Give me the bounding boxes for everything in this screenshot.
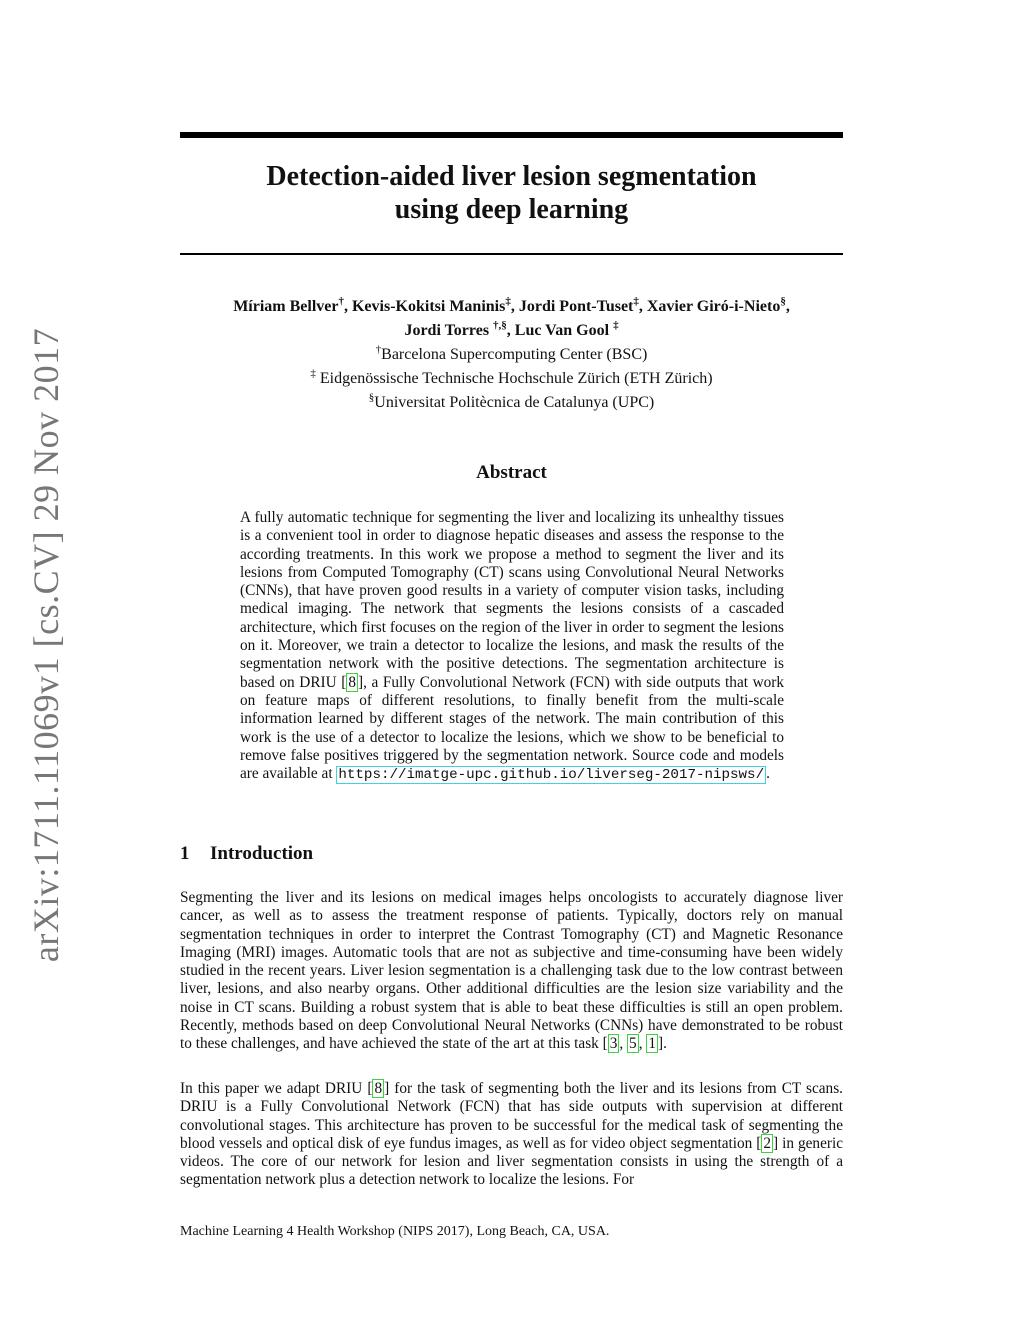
- author-name: Jordi Torres: [404, 322, 494, 339]
- title-line-2: using deep learning: [394, 194, 629, 225]
- affiliation-mark: ‡: [633, 295, 639, 308]
- citation-link[interactable]: 8: [348, 673, 356, 691]
- author-names-line-1: Míriam Bellver†, Kevis-Kokitsi Maninis‡, Jordi Pont-Tuset‡, Xavier Giró-i-Nieto§,: [233, 295, 790, 315]
- author-block: [180, 295, 843, 415]
- paper-title: [180, 160, 843, 226]
- title-top-rule: [180, 132, 843, 138]
- affiliation-mark: †,§: [493, 319, 507, 332]
- author-name: Xavier Giró-i-Nieto: [646, 298, 781, 315]
- citation-link[interactable]: 5: [629, 1035, 637, 1053]
- intro-paragraph-1: Segmenting the liver and its lesions on medical images helps oncologists to accurately diagnose liver cancer, as well as to assess the treatment response of patients. Typically, doctors rely on manual segmentation techniques in order to interpret the Contrast Tomography (CT) and Magnetic Resonance Imaging (MRI) images. Automatic tools that are not as subjective and time-consuming have been widely studied in the recent years. Liver lesion segmentation is a challenging task due to the low contrast between liver, lesions, and also nearby organs. Other additional difficulties are the lesion size variability and the noise in CT scans. Building a robust system that is able to beat these difficulties is still an open problem. Recently, methods based on deep Convolutional Neural Networks (CNNs) have demonstrated to be robust to these challenges, and have achieved the state of the art at this task [ 3 , 5 , 1 ].: [180, 889, 843, 1053]
- author-name: Kevis-Kokitsi Maninis: [351, 298, 506, 315]
- venue-footnote: Machine Learning 4 Health Workshop (NIPS 2017), Long Beach, CA, USA.: [180, 1224, 610, 1239]
- affiliation-bsc: †Barcelona Supercomputing Center (BSC): [375, 343, 648, 363]
- affiliation-mark: ‡: [613, 319, 619, 332]
- affiliation-mark: §: [780, 295, 786, 308]
- citation-link[interactable]: 3: [609, 1035, 618, 1053]
- arxiv-id: arXiv:1711.11069v1 [cs.CV] 29 Nov 2017: [26, 327, 66, 963]
- author-name: Míriam Bellver: [233, 298, 339, 315]
- author-name: Jordi Pont-Tuset: [518, 298, 634, 315]
- abstract-heading: Abstract: [476, 462, 547, 483]
- intro-paragraph-2: In this paper we adapt DRIU [ 8 ] for the task of segmenting both the liver and its lesions from CT scans. DRIU is a Fully Convolutional Network (FCN) that has side outputs with supervision at different convolutional stages. This architecture has proven to be successful for the medical task of segmenting the blood vessels and optical disk of eye fundus images, as well as for video object segmentation [ 2 ] in generic videos. The core of our network for lesion and liver segmentation consists in using the strength of a segmentation network plus a detection network to localize the lesions. For: [180, 1080, 843, 1189]
- citation-link[interactable]: 1: [648, 1035, 657, 1053]
- affiliation-mark: ‡: [505, 295, 511, 308]
- affiliation-upc: §Universitat Politècnica de Catalunya (UPC): [368, 391, 655, 411]
- author-names-line-2: Jordi Torres †,§, Luc Van Gool ‡: [404, 319, 619, 339]
- author-name: Luc Van Gool: [514, 322, 614, 339]
- title-line-1: Detection-aided liver lesion segmentation: [266, 161, 757, 192]
- affiliation-mark: †: [338, 295, 344, 308]
- section-title: Introduction: [210, 843, 314, 864]
- title-bottom-rule: [180, 253, 843, 255]
- citation-link[interactable]: 8: [374, 1080, 383, 1097]
- arxiv-sidebar-stamp: [18, 327, 74, 963]
- section-heading-introduction: [180, 843, 313, 865]
- code-url-link[interactable]: https://imatge-upc.github.io/liverseg-2017-nipsws/: [338, 767, 765, 784]
- citation-link[interactable]: 2: [763, 1134, 772, 1152]
- abstract-body: A fully automatic technique for segmenting the liver and localizing its unhealthy tissues is a convenient tool in order to diagnose hepatic diseases and assess the response to the according treatments. In this work we propose a method to segment the liver and its lesions from Computed Tomography (CT) scans using Convolutional Neural Networks (CNNs), that have proven good results in a variety of computer vision tasks, including medical imaging. The network that segments the lesions consists of a cascaded architecture, which first focuses on the region of the liver in order to segment the lesions on it. Moreover, we train a detector to localize the lesions, and mask the results of the segmentation network with the positive detections. The segmentation architecture is based on DRIU [ 8 ], a Fully Convolutional Network (FCN) with side outputs that work on feature maps of different resolutions, to finally benefit from the multi-scale information learned by different stages of the network. The main contribution of this work is the use of a detector to localize the lesions, which we show to be beneficial to remove false positives triggered by the segmentation network. Source code and models are available at https://imatge-upc.github.io/liverseg-2017-nipsws/ .: [240, 509, 785, 784]
- affiliation-eth: ‡ Eidgenössische Technische Hochschule Zürich (ETH Zürich): [310, 367, 713, 387]
- section-number: 1: [180, 843, 190, 864]
